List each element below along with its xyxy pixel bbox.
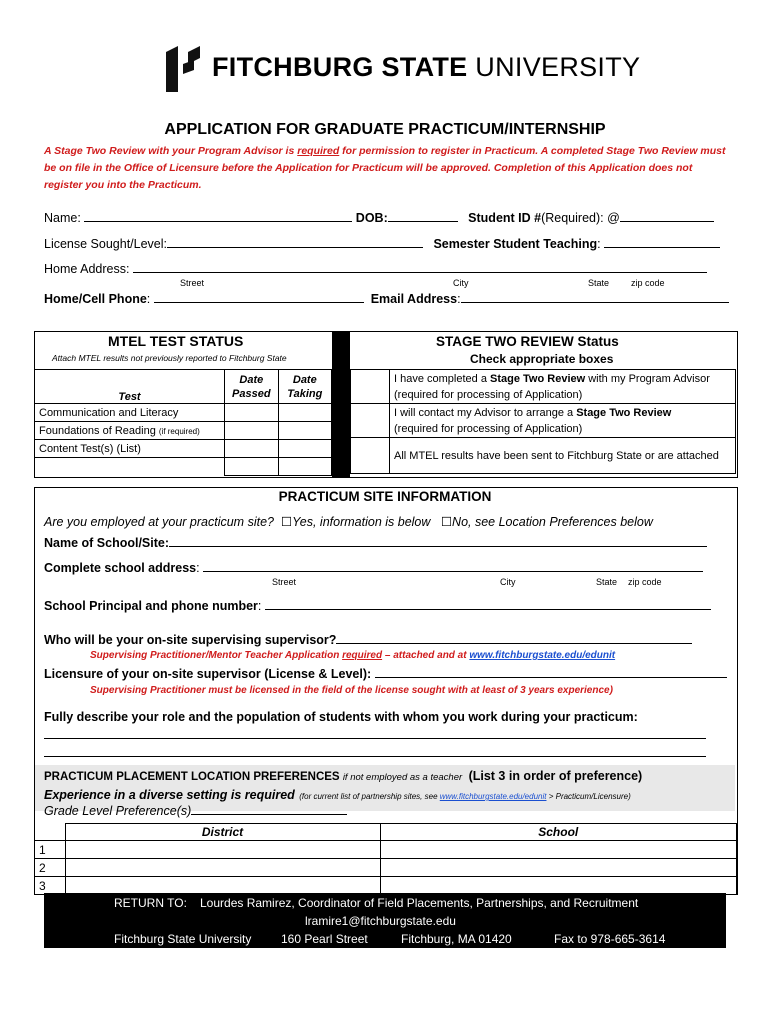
university-logo	[166, 44, 641, 92]
licensure-note: Supervising Practitioner must be licensed in the field of the license sought with at least of 3 years experience)	[90, 685, 613, 696]
name-label: Name:	[44, 211, 81, 225]
date-passed-cell[interactable]	[225, 440, 279, 458]
email-label: Email Address	[370, 292, 458, 306]
diverse-label: Experience in a diverse setting is required	[44, 788, 295, 802]
license-row: License Sought/Level: Semester Student Teaching:	[44, 236, 720, 251]
student-id-label: Student ID #	[468, 211, 542, 225]
street-caption: Street	[180, 278, 205, 288]
student-id-req: (Required): @	[541, 211, 620, 225]
principal-field[interactable]	[265, 598, 711, 610]
describe-label: Fully describe your role and the population of students with whom you work during your practicum:	[44, 710, 638, 724]
principal-row: School Principal and phone number:	[44, 598, 711, 613]
practicum-heading: PRACTICUM SITE INFORMATION	[278, 489, 492, 504]
school-cell[interactable]	[380, 877, 737, 895]
date-taking-cell[interactable]	[278, 422, 331, 440]
preferences-list3: (List 3 in order of preference)	[468, 769, 643, 783]
home-address-row	[44, 261, 707, 276]
school-cell[interactable]	[380, 859, 737, 877]
supervisor-field[interactable]	[336, 632, 692, 644]
stage-two-item-mtel: All MTEL results have been sent to Fitchburg State or are attached	[390, 438, 736, 474]
name-field[interactable]	[84, 210, 352, 222]
city-caption: City	[500, 577, 516, 587]
licensure-field[interactable]	[375, 666, 727, 678]
preferences-heading-row	[44, 769, 642, 783]
diverse-row	[44, 786, 631, 804]
mentor-note: Supervising Practitioner/Mentor Teacher Application required – attached and at www.fitchburgstate.edu/edunit	[90, 650, 616, 661]
return-city: Fitchburg, MA 01420	[401, 932, 512, 946]
preferences-table	[34, 823, 737, 895]
school-name-row	[44, 535, 707, 550]
state-caption: State	[596, 577, 618, 587]
return-footer	[44, 893, 726, 948]
student-id-field[interactable]	[620, 210, 714, 222]
mtel-row-label: Content Test(s) (List)	[35, 440, 225, 458]
col-school: School	[380, 824, 737, 841]
date-passed-cell[interactable]	[225, 422, 279, 440]
supervisor-label: Who will be your on-site supervising supervisor?	[44, 633, 337, 647]
mtel-table	[34, 369, 332, 476]
mtel-row-label: Communication and Literacy	[35, 404, 225, 422]
license-field[interactable]	[167, 236, 423, 248]
city-caption: City	[453, 278, 469, 288]
return-email[interactable]: lramire1@fitchburgstate.edu	[305, 914, 456, 928]
yes-checkbox[interactable]: ☐	[280, 515, 293, 529]
zip-caption: zip code	[631, 278, 665, 288]
stage-two-heading: STAGE TWO REVIEW Status	[436, 334, 619, 349]
empty-cell	[35, 458, 225, 476]
licensure-row	[44, 666, 727, 681]
date-passed-cell[interactable]	[225, 404, 279, 422]
stage-two-checkbox[interactable]	[351, 370, 390, 404]
state-caption: State	[588, 278, 610, 288]
licensure-label: Licensure of your on-site supervisor (License & Level):	[44, 667, 372, 681]
return-contact: Lourdes Ramirez, Coordinator of Field Placements, Partnerships, and Recruitment	[200, 896, 639, 910]
name-row	[44, 210, 714, 225]
stage-two-checkbox[interactable]	[351, 404, 390, 438]
preferences-heading: PRACTICUM PLACEMENT LOCATION PREFERENCES	[44, 771, 340, 783]
semester-field[interactable]	[604, 236, 720, 248]
section-divider	[332, 331, 350, 478]
district-cell[interactable]	[65, 859, 380, 877]
return-to-label: RETURN TO:	[114, 896, 187, 910]
home-address-label: Home Address:	[44, 262, 130, 276]
mtel-row-label: Foundations of Reading (if required)	[35, 422, 225, 440]
describe-line-1[interactable]	[44, 738, 706, 739]
grade-row	[44, 803, 347, 818]
phone-field[interactable]	[154, 291, 364, 303]
stage-two-table	[350, 369, 736, 474]
return-fax: Fax to 978-665-3614	[554, 932, 666, 946]
stage-two-checkbox[interactable]	[351, 438, 390, 474]
mtel-heading: MTEL TEST STATUS	[108, 333, 244, 349]
district-cell[interactable]	[65, 841, 380, 859]
street-caption: Street	[272, 577, 297, 587]
home-address-field[interactable]	[133, 261, 707, 273]
school-name-label: Name of School/Site:	[44, 536, 170, 550]
row-number: 1	[35, 841, 66, 859]
logo-mark-icon	[166, 46, 202, 92]
school-name-field[interactable]	[169, 535, 707, 547]
semester-label: Semester Student Teaching	[433, 237, 598, 251]
yes-label: Yes, information is below	[292, 515, 431, 529]
date-taking-cell[interactable]	[278, 440, 331, 458]
stage-two-item-completed: I have completed a Stage Two Review with my Program Advisor (required for processing of Application)	[390, 370, 736, 404]
phone-label: Home/Cell Phone	[44, 292, 147, 306]
dob-field[interactable]	[388, 210, 458, 222]
row-number: 3	[35, 877, 66, 895]
grade-label: Grade Level Preference(s)	[44, 804, 192, 818]
row-number: 2	[35, 859, 66, 877]
email-field[interactable]	[461, 291, 729, 303]
col-date-taking: Date Taking	[278, 370, 331, 404]
date-taking-cell[interactable]	[278, 458, 331, 476]
empty-cell	[35, 824, 66, 841]
phone-row: Home/Cell Phone: Email Address:	[44, 291, 729, 306]
school-address-label: Complete school address	[44, 561, 197, 575]
supervisor-row	[44, 632, 692, 647]
preferences-if-not: if not employed as a teacher	[342, 772, 463, 783]
dob-label: DOB:	[355, 211, 388, 225]
date-passed-cell[interactable]	[225, 458, 279, 476]
school-address-field[interactable]	[203, 560, 703, 572]
col-date-passed: Date Passed	[225, 370, 279, 404]
no-label: No, see Location Preferences below	[452, 515, 653, 529]
edunit-link[interactable]: www.fitchburgstate.edu/edunit	[469, 650, 616, 661]
license-label: License Sought/Level:	[44, 237, 168, 251]
stage-two-sub: Check appropriate boxes	[470, 352, 614, 366]
date-taking-cell[interactable]	[278, 404, 331, 422]
diverse-note: (for current list of partnership sites, see www.fitchburgstate.edu/edunit > Practicum/Licensure)	[299, 792, 631, 801]
return-street: 160 Pearl Street	[281, 932, 368, 946]
district-cell[interactable]	[65, 877, 380, 895]
col-district: District	[65, 824, 380, 841]
stage-two-item-contact: I will contact my Advisor to arrange a Stage Two Review (required for processing of Application)	[390, 404, 736, 438]
describe-line-2[interactable]	[44, 756, 706, 757]
no-checkbox[interactable]: ☐	[440, 515, 453, 529]
zip-caption: zip code	[628, 577, 662, 587]
col-test: Test	[35, 370, 225, 404]
return-org: Fitchburg State University	[114, 932, 252, 946]
employed-row	[44, 514, 653, 529]
intro-notice: A Stage Two Review with your Program Advisor is required for permission to register in Practicum. A completed Stage Two Review must be on file in the Office of Licensure before the Application for Practicum will be approved. Completion of this Application does not register you into the Practicum.	[44, 145, 726, 191]
principal-label: School Principal and phone number	[44, 599, 258, 613]
logo-wordmark: FITCHBURG STATE UNIVERSITY	[212, 52, 641, 82]
mtel-note: Attach MTEL results not previously reported to Fitchburg State	[52, 353, 287, 363]
school-cell[interactable]	[380, 841, 737, 859]
grade-field[interactable]	[191, 803, 347, 815]
school-address-row: Complete school address:	[44, 560, 703, 575]
employed-question: Are you employed at your practicum site?	[44, 515, 274, 529]
page-title: APPLICATION FOR GRADUATE PRACTICUM/INTERNSHIP	[164, 121, 606, 138]
